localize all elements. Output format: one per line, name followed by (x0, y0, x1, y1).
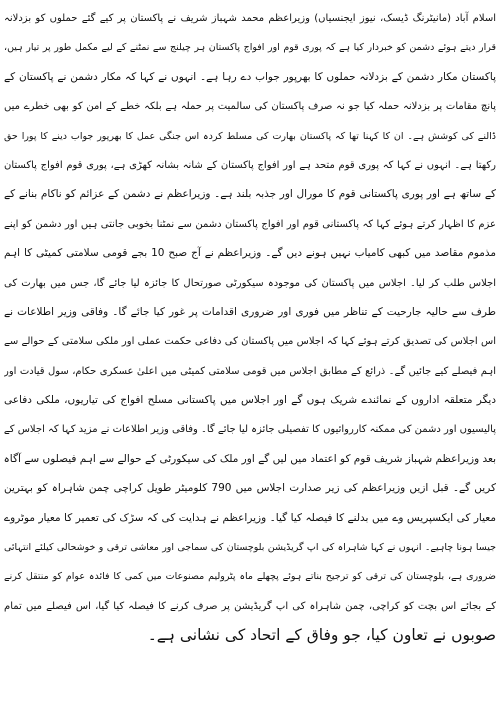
article-line: جیسا ہونا چاہیے۔ انہوں نے کہا شاہراہ کی اپ گریڈیشن بلوچستان کی سماجی اور معاشی ترقی و خوشحالی کیلئے انتہائی (4, 542, 496, 554)
article-line: اہم فیصلے کیے جائیں گے۔ ذرائع کے مطابق اجلاس میں قومی سلامتی کمیٹی میں اعلیٰ عسکری حکام، سول قیادت اور (4, 365, 496, 377)
article-line: پاکستان مکار دشمن کے بزدلانہ حملوں کا بھرپور جواب دے رہا ہے۔ انہوں نے کہا کہ مکار دشمن نے پاکستان کے (4, 70, 496, 83)
article-line: صوبوں نے تعاون کیا، جو وفاق کے اتحاد کی نشانی ہے۔ (147, 626, 496, 645)
article-body (4, 4, 496, 712)
article-line: معیار کی ایکسپریس وے میں بدلنے کا فیصلہ کیا گیا۔ وزیراعظم نے ہدایت کی کہ سڑک کی تعمیر کا معیار موٹروے (4, 511, 496, 524)
article-line: عزم کا اظہار کرتے ہوئے کہا کہ پاکستانی قوم اور افواج پاکستان دشمن سے نمٹنا بخوبی جانتی ہیں اور دشمن کو اپنے (4, 218, 496, 230)
article-line: کے ساتھ ہے اور پوری پاکستانی قوم کا مورال اور جذبہ بلند ہے۔ وزیراعظم نے دشمن کے عزائم کو ناکام بنانے کے (4, 188, 496, 201)
article-line: بعد وزیراعظم شہباز شریف قوم کو اعتماد میں لیں گے اور ملک کی سیکورٹی کے حوالے سے اہم فیصلوں سے آگاہ (4, 452, 496, 465)
article-line: پانچ مقامات پر بزدلانہ حملہ کیا جو نہ صرف پاکستان کی سالمیت پر حملہ ہے بلکہ خطے کے امن کو بھی خطرے میں (4, 101, 496, 113)
article-line: طرف سے حالیہ جارحیت کے تناظر میں فوری اور ضروری اقدامات پر غور کیا جائے گا۔ وفاقی وزیر اطلاعات نے (4, 305, 496, 318)
article-line: قرار دیتے ہوئے دشمن کو خبردار کیا ہے کہ پوری قوم اور افواج پاکستان ہر چیلنج سے نمٹنے کے لیے مکمل طور پر تیار ہیں، (4, 42, 496, 54)
article-line: اسلام آباد (مانیٹرنگ ڈیسک، نیوز ایجنسیاں) وزیراعظم محمد شہباز شریف نے پاکستان پر کیے گئے حملوں کو بزدلانہ (4, 13, 496, 24)
article-line: مذموم مقاصد میں کبھی کامیاب نہیں ہونے دیں گے۔ وزیراعظم نے آج صبح 10 بجے قومی سلامتی کمیٹی کا اہم (4, 247, 496, 260)
article-line: ضروری ہے، بلوچستان کی ترقی کو ترجیح بناتے ہوئے پچھلے ماہ پٹرولیم مصنوعات میں کمی کا فائدہ عوام کو منتقل کرنے (4, 571, 496, 583)
article-line: رکھتا ہے۔ انہوں نے کہا کہ پوری قوم متحد ہے اور افواج پاکستان کے شانہ بشانہ کھڑی ہے، پوری قوم افواج پاکستان (4, 159, 496, 171)
article-line: اجلاس طلب کر لیا۔ اجلاس میں پاکستان کی موجودہ سیکورٹی صورتحال کا جائزہ لیا جائے گا، جس میں بھارت کی (4, 277, 496, 289)
article-line: کے بجائے اس بچت کو کراچی، چمن شاہراہ کی اپ گریڈیشن پر صرف کرنے کا فیصلہ کیا گیا، اس فیصلے میں تمام (4, 600, 496, 612)
article-line: ڈالنے کی کوشش ہے۔ ان کا کہنا تھا کہ پاکستان بھارت کی مسلط کردہ اس جنگی عمل کا بھرپور جواب دینے کا پورا حق (4, 130, 496, 142)
article-line: کریں گے۔ قبل ازیں وزیراعظم کی زیر صدارت اجلاس میں 790 کلومیٹر طویل کراچی چمن شاہراہ کو بہترین (4, 482, 496, 495)
article-line: اس اجلاس کی تصدیق کرتے ہوئے کہا کہ اجلاس میں پاکستان کی دفاعی حکمت عملی اور ملکی سلامتی کے حوالے سے (4, 336, 496, 348)
article-line: پالیسیوں اور دشمن کی ممکنہ کارروائیوں کا تفصیلی جائزہ لیا جائے گا۔ وفاقی وزیر اطلاعات نے مزید کہا کہ اجلاس کے (4, 424, 496, 436)
article-line: دیگر متعلقہ اداروں کے نمائندے شریک ہوں گے اور اجلاس میں پاکستانی مسلح افواج کی تیاریوں، ملکی دفاعی (4, 394, 496, 407)
